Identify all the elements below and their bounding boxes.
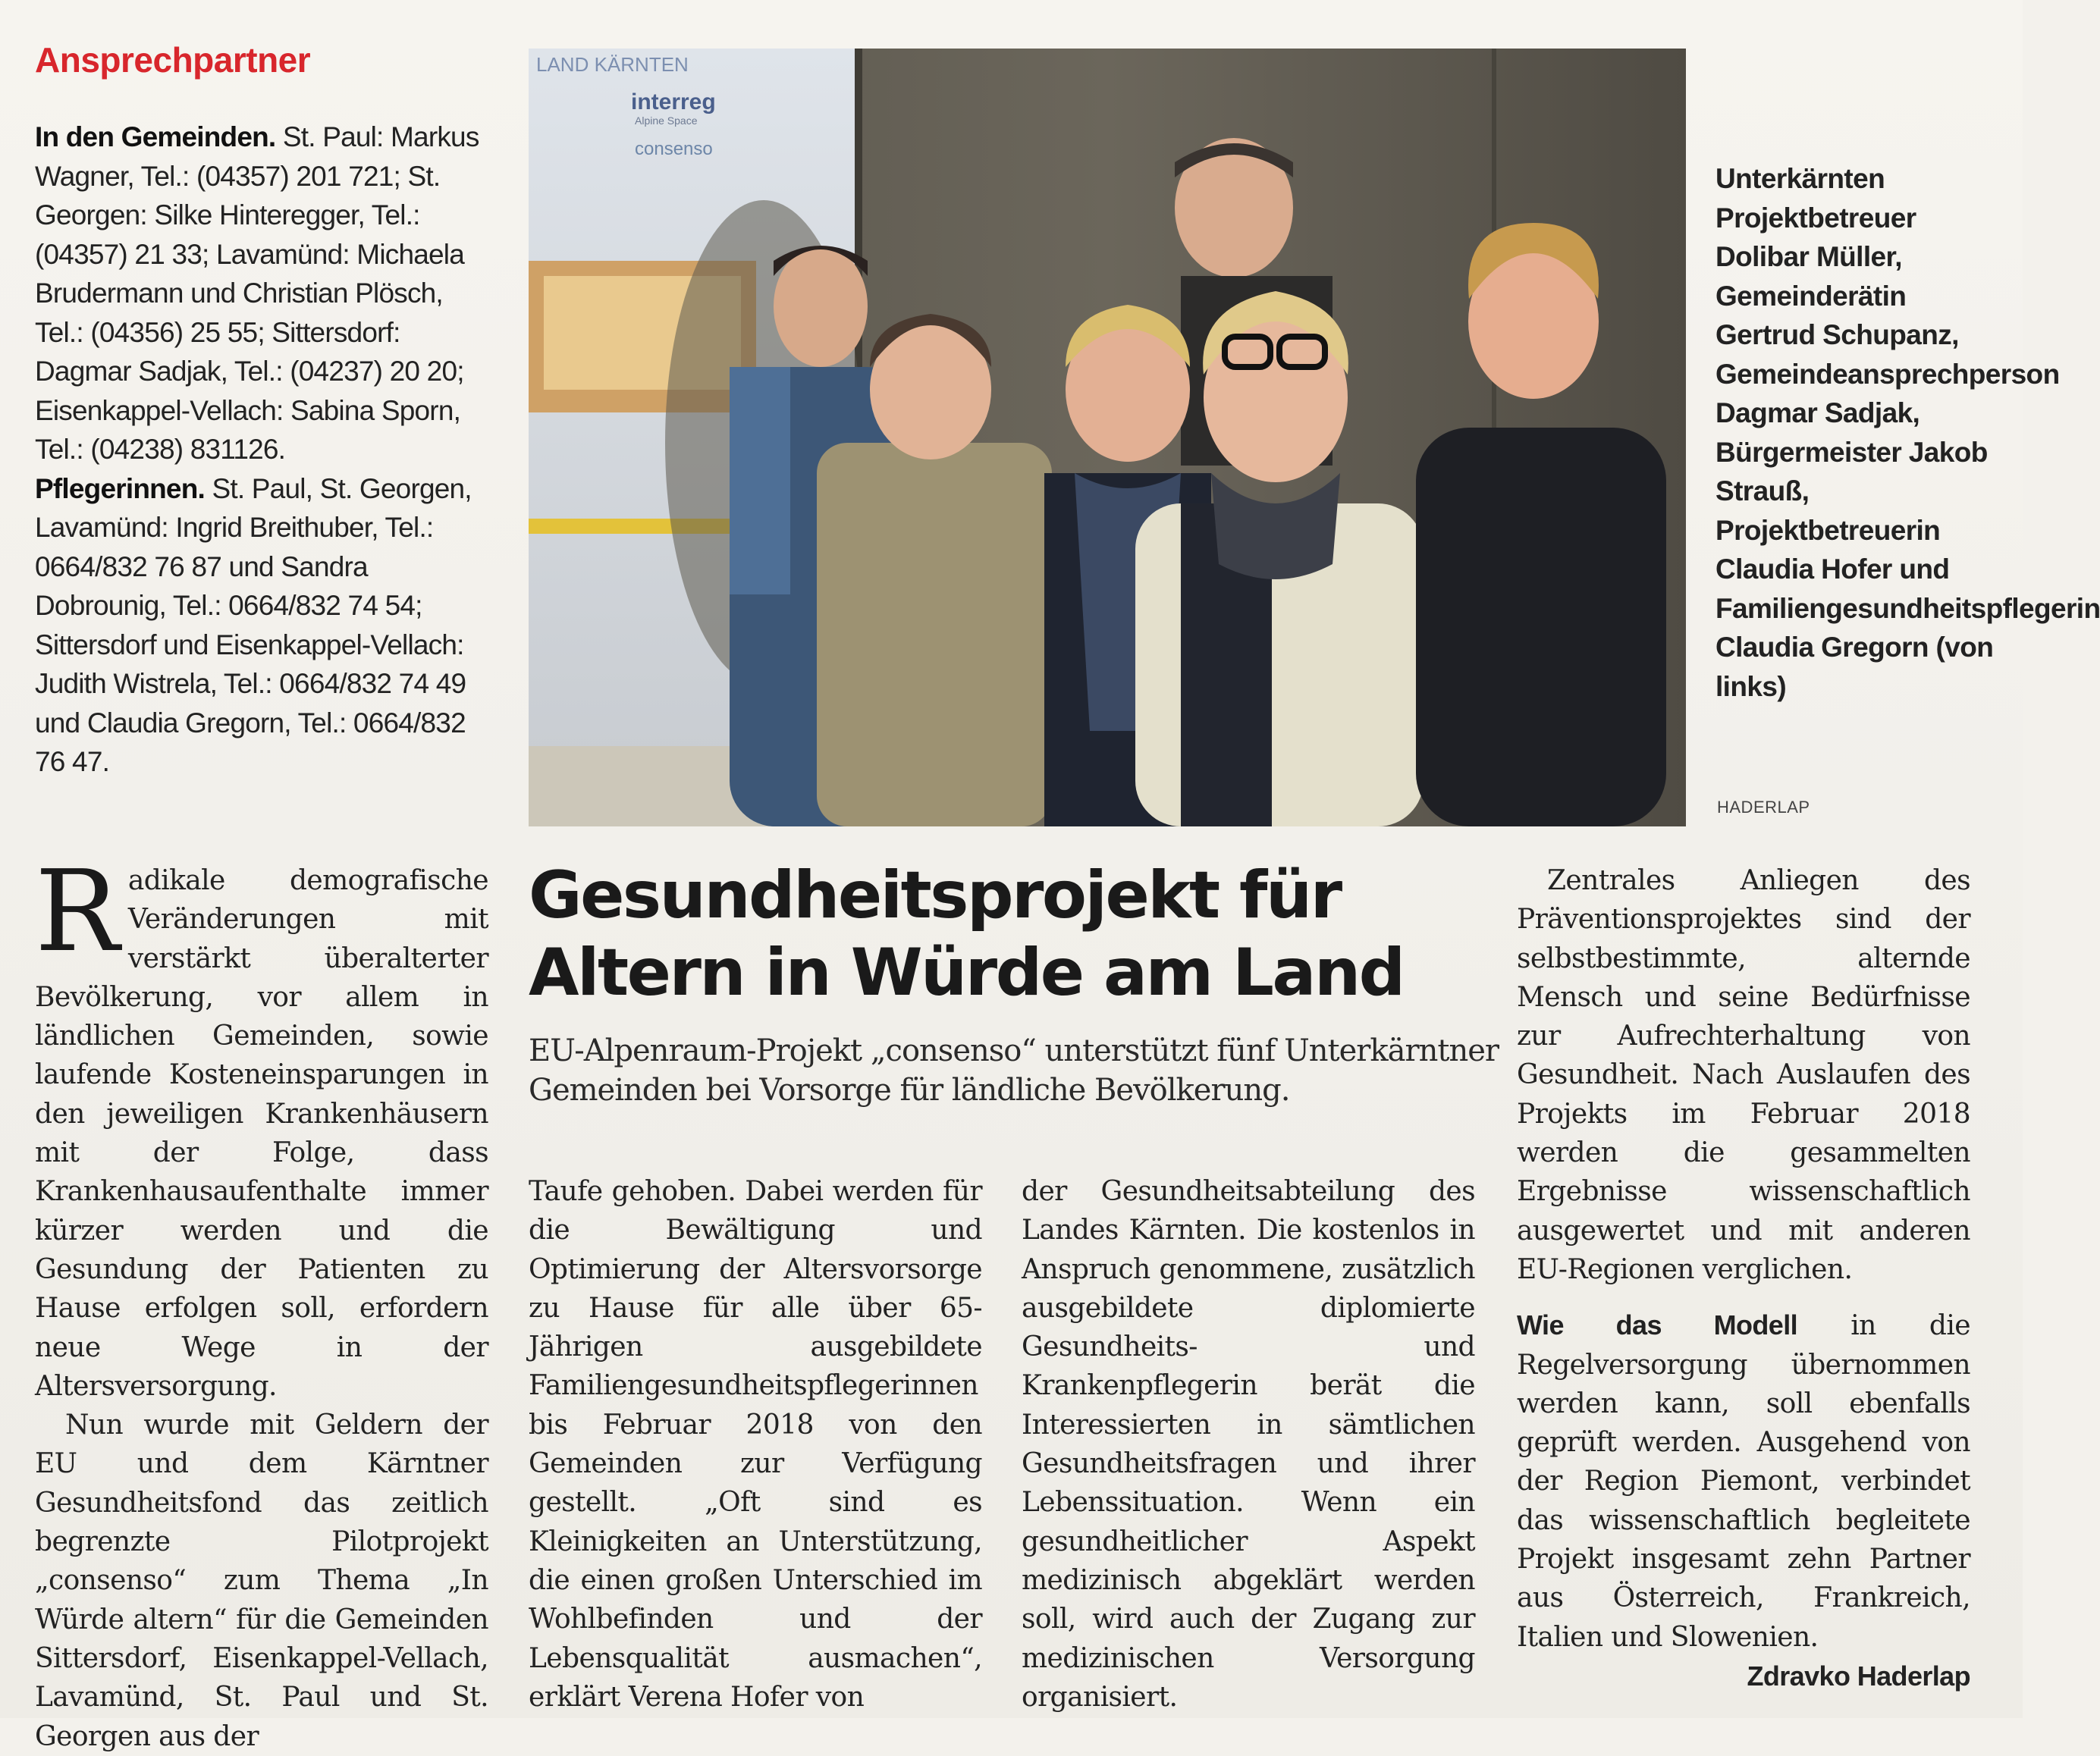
photo-credit: HADERLAP: [1717, 798, 1810, 817]
article-column-2: [529, 1172, 982, 1717]
article-paragraph-1-text: adikale demografische Veränderungen mit verstärkt überalterter Bevölkerung, vor allem in ländlichen Gemeinden, sowie laufende Kosteneinsparungen in den jeweiligen Krankenhäusern mit der Folge, dass Krankenhausaufenthalte immer kürzer werden und die Gesundung der Patienten zu Hause erfolgen soll, erfordern neue Wege in der Altersversorgung.: [35, 865, 488, 1402]
article-column-1: [35, 846, 488, 1756]
contact-municipalities-label: In den Gemeinden.: [35, 121, 276, 152]
dropcap: R: [35, 846, 119, 977]
photo-caption: [1715, 159, 2100, 706]
article-column-3: [1022, 1172, 1475, 1717]
screen-text-interreg: interreg: [631, 89, 716, 114]
article-paragraph-5: Zentrales Anliegen des Präventionsprojektes sind der selbstbestimmte, alternde Mensch und seine Bedürfnisse zur Aufrechterhaltung von Gesundheit. Nach Auslaufen des Projekts im Februar 2018 werden die gesammelten Ergebnisse wissenschaftlich ausgewertet und mit anderen EU-Regionen verglichen.: [1517, 865, 1970, 1285]
article-paragraph-2: Nun wurde mit Geldern der EU und dem Kärntner Gesundheitsfond das zeitlich begrenzte Pilotprojekt „consenso“ zum Thema „In Würde altern“ für die Gemeinden Sittersdorf, Eisenkappel-Vellach, Lavamünd, St. Paul und St. Georgen aus der: [35, 1410, 488, 1752]
contact-nurses: [35, 469, 482, 782]
group-photo: [529, 49, 1686, 826]
contact-municipalities-text: St. Paul: Markus Wagner, Tel.: (04357) 201 721; St. Georgen: Silke Hinteregger, Tel.: (04357) 21 33; Lavamünd: Michaela Brudermann und Christian Plösch, Tel.: (04356) 25 55; Sittersdorf: Dagmar Sadjak, Tel.: (04237) 20 20; Eisenkappel-Vellach: Sabina Sporn, Tel.: (04238) 831126.: [35, 121, 479, 465]
contact-municipalities: [35, 118, 482, 469]
contact-nurses-label: Pflegerinnen.: [35, 472, 205, 504]
screen-text-alpine: Alpine Space: [635, 114, 698, 127]
article-paragraph-1: [35, 846, 488, 1406]
screen-text-land: LAND KÄRNTEN: [536, 53, 689, 76]
article-paragraph-6: [1517, 1306, 1970, 1692]
screen-text-consenso: consenso: [635, 139, 713, 159]
article-paragraph-6-text: in die Regelversorgung übernommen werden kann, soll ebenfalls geprüft werden. Ausgehend von der Region Piemont, verbindet das wissenschaftlich begleitete Projekt insgesamt zehn Partner aus Österreich, Frankreich, Italien und Slowenien.: [1517, 1310, 1970, 1653]
caption-text: Unterkärnten Projektbetreuer Dolibar Müller, Gemeinderätin Gertrud Schupanz, Gemeindeansprechperson Dagmar Sadjak, Bürgermeister Jakob Strauß, Projektbetreuerin Claudia Hofer und Familiengesundheitspflegerin Claudia Gregorn (von links): [1715, 163, 2100, 702]
subhead-lead: Wie das Modell: [1517, 1309, 1798, 1341]
article-paragraph-3: Taufe gehoben. Dabei werden für die Bewältigung und Optimierung der Altersvorsorge zu Hause für alle über 65-Jährigen ausgebildete Familiengesundheitspflegerinnen bis Februar 2018 von den Gemeinden zur Verfügung gestellt. „Oft sind es Kleinigkeiten an Unterstützung, die einen großen Unterschied im Wohlbefinden und der Lebensqualität ausmachen“, erklärt Verena Hofer von: [529, 1176, 982, 1713]
contact-nurses-text: St. Paul, St. Georgen, Lavamünd: Ingrid Breithuber, Tel.: 0664/832 76 87 und Sandra Dobrounig, Tel.: 0664/832 74 54; Sittersdorf und Eisenkappel-Vellach: Judith Wistrela, Tel.: 0664/832 74 49 und Claudia Gregorn, Tel.: 0664/832 76 47.: [35, 472, 472, 777]
article-headline: Gesundheitsprojekt für Altern in Würde am Land: [529, 858, 1404, 1011]
article-subline: EU-Alpenraum-Projekt „consenso“ unterstützt fünf Unterkärntner Gemeinden bei Vorsorge für ländliche Bevölkerung.: [529, 1033, 1499, 1108]
article-column-4: [1517, 861, 1970, 1695]
contact-heading: Ansprechpartner: [35, 40, 311, 80]
contact-list: [35, 118, 482, 782]
author-byline: Zdravko Haderlap: [1747, 1660, 1970, 1692]
article-paragraph-4: der Gesundheitsabteilung des Landes Kärnten. Die kostenlos in Anspruch genommene, zusätzlich ausgebildete diplomierte Gesundheits- und Krankenpflegerin berät die Interessierten in sämtlichen Gesundheitsfragen und ihrer Lebenssituation. Wenn ein gesundheitlicher Aspekt medizinisch abgeklärt werden soll, wird auch der Zugang zur medizinischen Versorgung organisiert.: [1022, 1176, 1475, 1713]
